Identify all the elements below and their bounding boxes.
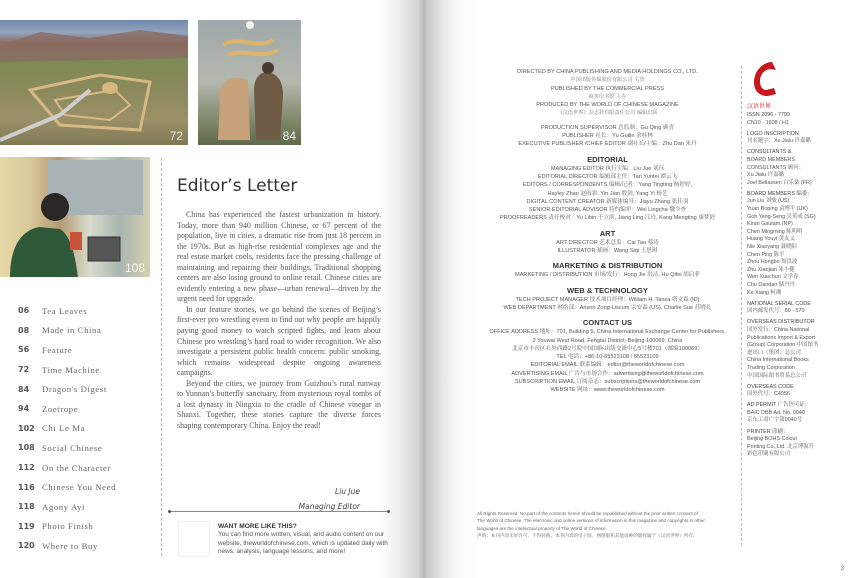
toc-page-number: 72 (18, 365, 30, 375)
toc-section-label: Tea Leaves (42, 305, 88, 316)
toc-item[interactable] (18, 536, 158, 556)
masthead-credit: PROOFREADERS 责任校对：Yu Libin 于立滨, Jiang Ling 江玲, Kang Mengting 康梦婷 (499, 215, 716, 222)
masthead-credit: TEL 电话：+86-10-65523108 / 65523109 (556, 354, 659, 361)
page-ref-72: 72 (169, 129, 183, 143)
sidebar-line: Zhu Xiaojian 朱小健 (747, 266, 795, 273)
masthead-credit: PUBLISHER 社长：Yu Guilin 余桂林 (562, 133, 653, 140)
masthead-credit: TECH PROJECT MANAGER 技术项目经理：William H. Tanza 塔文森 (ID) (515, 296, 700, 303)
toc-section-label: Feature (42, 344, 73, 355)
sidebar-line: Wen Xuechun 文学春 (747, 274, 799, 281)
sidebar-line: China International Books (747, 357, 809, 364)
sidebar-line: (Group) Corporation 中国图书 (747, 342, 819, 349)
toc-section-label: On the Character (42, 462, 111, 473)
sidebar-line: BAIC DBB Ad. No. 0040 (747, 409, 805, 416)
toc-page-number: 108 (18, 443, 35, 453)
sidebar-line: 刊名题字：Xu Jialu 许嘉璐 (747, 138, 811, 145)
toc-item[interactable] (18, 340, 158, 360)
want-more-title: WANT MORE LIKE THIS? (218, 523, 297, 530)
toc-section-label: Zoetrope (42, 403, 79, 414)
toc-section-label: Chinese You Need (42, 482, 117, 493)
masthead-credit: SUBSCRIPTION EMAIL 订阅杂志：subscriptions@theworldofchinese.com (514, 379, 701, 386)
masthead-credit: DIGITAL CONTENT CREATOR 新媒体编导：Jiayu Zhang 张佳羽 (526, 198, 689, 205)
toc-section-label: Time Machine (42, 364, 100, 375)
sidebar-block (747, 112, 847, 127)
sidebar-heading: OVERSEAS DISTRIBUTOR (747, 319, 815, 326)
legal-line: 声明：本刊内容未经许可，不得转载。本刊内容的电子版、网络版和其他语种的版权属于《汉语世界》所有。 (477, 532, 698, 538)
sidebar-heading: BOARD MEMBERS 编委： (747, 190, 813, 197)
sidebar-divider (741, 66, 743, 546)
toc-page-number: 116 (18, 482, 35, 492)
column-divider (161, 158, 163, 556)
masthead-credit: EDITORS / CORRESPONDENTS 编辑/记者：Yang Tingting 杨婷婷, (522, 182, 693, 189)
masthead-credit: EDITORIAL EMAIL 联系编辑：editor@theworldofchinese.com (530, 362, 685, 369)
want-more-body: You can find more written, visual, and audio content on our website, theworldofchinese.com, which is updated daily with news, analysis, language lessons, and more! (218, 531, 388, 556)
toc-item[interactable] (18, 419, 158, 439)
masthead-line: PRODUCED BY THE WORLD OF CHINESE MAGAZINE (536, 102, 679, 109)
masthead-line: PUBLISHED BY THE COMMERCIAL PRESS (550, 85, 665, 92)
horizontal-rule (168, 511, 390, 512)
sidebar-line: Joel Bellassen 白乐桑 (FR) (747, 179, 812, 186)
toc-item[interactable] (18, 458, 158, 478)
masthead-credit: EXECUTIVE PUBLISHER /CHIEF EDITOR 副社长/主编：Zhu Dan 朱丹 (518, 141, 697, 148)
editor-letter-paragraph: Beyond the cities, we journey from Guizhou’s rural runway to Yunnan’s butterfly sanctuary, from mysterious royal tombs of a lost dynasty in Ningxia to the cradle of Chinese vinegar in Shanxi. Together, these stories capture the diverse forces shaping contemporary China. Enjoy the read! (177, 378, 381, 430)
horse-illustration (198, 20, 301, 145)
sidebar-line: Chu Dandan 储丹丹 (747, 281, 795, 288)
toc-section-label: Photo Finish (42, 521, 94, 532)
device-icon (178, 521, 210, 557)
page-ref-84: 84 (282, 129, 296, 143)
toc-page-number: 08 (18, 325, 30, 335)
legal-line: languages are the intellectual property of The World of Chinese. (477, 525, 607, 531)
page-ref-108: 108 (124, 261, 145, 275)
masthead-credit: ILLUSTRATOR 插画：Wang Siqi 王思琪 (557, 248, 658, 255)
student-laptop-illustration (0, 157, 150, 277)
sidebar-block (747, 402, 847, 425)
toc-item[interactable] (18, 517, 158, 537)
toc-page-number: 118 (18, 502, 35, 512)
editor-letter-body (177, 210, 381, 431)
masthead-credit: 北京市丰台区右外西路2号院中国国际出版交流中心5号楼701（邮编100069） (512, 345, 703, 352)
sidebar-heading: PRINTER 印刷： (747, 428, 789, 435)
legal-line: All Rights Reserved. No part of the contents herein should be republished without the prior written consent of (477, 511, 698, 516)
masthead-credit: ADVERTISING EMAIL 广告与市场合作：advertising@theworldofchinese.com (511, 370, 704, 377)
sidebar-line: 彩色印刷有限公司 (747, 451, 791, 458)
signature-title: Managing Editor (298, 502, 360, 511)
sidebar-line: 国外发行：China National (747, 326, 810, 333)
sidebar-heading: AD PERMIT 广告许可证： (747, 402, 811, 409)
sidebar-block (747, 319, 847, 380)
toc-section-label: Agony Ayi (42, 501, 85, 512)
masthead-credit: 2 Youwai West Road, Fengtai District, Beijing 100069, China (532, 337, 683, 344)
legal-notice (477, 510, 739, 539)
signature (299, 484, 360, 514)
sidebar-line: Yuan Boping 袁博平 (UK) (747, 206, 808, 213)
toc-item[interactable] (18, 477, 158, 497)
sidebar-line: Chen Mingming 陈明明 (747, 228, 803, 235)
masthead-credit: MARKETING / DISTRIBUTION 市场/发行：Hong Jie 洪洁, Hu Qifei 胡启菲 (515, 272, 700, 279)
sidebar-block (747, 384, 847, 399)
sidebar-heading: LOGO INSCRIPTION (747, 130, 799, 137)
masthead-line: 中国出版传媒股份有限公司 主管 (570, 77, 645, 84)
sidebar-line: Huang Youyi 黄友义 (747, 236, 795, 243)
sidebar-line: Nie Xiaoyang 聂晓阳 (747, 244, 797, 250)
sidebar-line: Trading Corporation (747, 364, 795, 371)
want-more-box (218, 523, 390, 557)
masthead-credit: OFFICE ADDRESS 地址：701, Building 5, China International Exchange Center for Publishers, (489, 329, 726, 336)
sidebar-line: Beijing BOHS Colour (747, 436, 798, 443)
masthead-line: 商务印书馆 主办 (588, 93, 627, 100)
tomb-aerial-photo (0, 20, 188, 145)
page-number: 3 (840, 566, 844, 572)
sidebar-line: Kiran Gautam (NP) (747, 221, 793, 228)
sidebar-line: Goh Yeng-Seng 吴英成 (SG) (747, 213, 816, 220)
masthead-section-title: ART (599, 228, 616, 238)
masthead-credit: EDITORIAL DIRECTOR 编辑部主任：Tan Yunfei 谭云飞 (537, 173, 678, 180)
sidebar-block (747, 191, 847, 297)
sidebar-line: Chen Ping 陈平 (747, 251, 785, 258)
signature-name: Liu Jue (335, 487, 360, 496)
toc-item[interactable] (18, 497, 158, 517)
toc-item[interactable] (18, 438, 158, 458)
toc-item[interactable] (18, 360, 158, 380)
sidebar-line: 京东工商广字第0040号 (747, 417, 803, 424)
toc-page-number: 120 (18, 541, 35, 551)
sidebar-line: 国内邮发代号：80 - 570 (747, 308, 805, 315)
horse-rider-art (198, 20, 301, 145)
toc-page-number: 56 (18, 345, 30, 355)
sidebar-heading: CONSULTANTS & (747, 149, 792, 156)
sidebar-heading: NATIONAL SERIAL CODE (747, 300, 811, 307)
masthead-section-title: MARKETING & DISTRIBUTION (552, 261, 663, 271)
toc-section-label: Where to Buy (42, 540, 98, 551)
sidebar-line: CONSULTANTS 顾问： (747, 164, 805, 171)
toc-section-label: Made in China (42, 325, 102, 336)
toc-page-number: 94 (18, 404, 30, 414)
sidebar-block (747, 131, 847, 146)
sidebar-heading: OVERSEAS CODE (747, 383, 794, 390)
toc-page-number: 06 (18, 306, 30, 316)
masthead-line: DIRECTED BY CHINA PUBLISHING AND MEDIA HOLDINGS CO., LTD. (517, 69, 698, 75)
sidebar-line: 中国国际图书贸易总公司 (747, 372, 807, 379)
sidebar-heading: ISSN 2096 - 7799 (747, 112, 790, 118)
masthead-section-title: EDITORIAL (587, 154, 628, 164)
editor-letter-title: Editor’s Letter (177, 176, 298, 196)
sidebar-line: Jun Liu 刘骏 (US) (747, 198, 790, 205)
sidebar-line: Ke Xiang 柯湘 (747, 289, 782, 296)
toc-page-number: 112 (18, 463, 35, 473)
masthead (475, 68, 740, 395)
sidebar-line: Printing Co.,Ltd. 北京博海升 (747, 443, 815, 450)
masthead-credit: WEB DEPARTMENT 网络部：Anson Zong-Liscum 宗安森 (US), Charlie Sue 苏晓礼 (503, 304, 712, 311)
magazine-logo-icon (750, 60, 780, 98)
masthead-credit: MANAGING EDITOR 执行主编：Liu Jue 刘珏 (550, 165, 665, 172)
legal-line: The World of Chinese. The electronic and online versions of information in this magazine and copyrights in other (477, 518, 705, 524)
toc-page-number: 84 (18, 384, 30, 394)
masthead-credit: WEBSITE 网址：www.theworldofchinese.com (550, 387, 665, 394)
sidebar-block (747, 301, 847, 316)
editor-letter-paragraph: China has experienced the fastest urbanization in history. Today, more than 940 million Chinese, or 67 percent of the population, live in cities, a dramatic rise from just 18 percent in the 1970s. But as high-rise residential complexes age and the real estate market cools, residents face the pressing challenge of maintaining and repairing their buildings. Traditional shopping centers are also losing ground to online retail. Chinese cities are evidently entering a new phase—urban renewal—driven by the urgent need for upgrade. (177, 210, 381, 304)
sidebar-line: 国外代号：C4956 (747, 391, 790, 398)
sidebar-line: 进出口（集团）总公司 (747, 349, 801, 356)
masthead-section-title: CONTACT US (582, 318, 633, 328)
sidebar-block (747, 429, 847, 459)
toc-item[interactable] (18, 301, 158, 321)
sidebar-block (747, 149, 847, 187)
toc-section-label: Social Chinese (42, 442, 103, 453)
sidebar-line: Publications Import & Export (747, 334, 816, 341)
toc-page-number: 119 (18, 521, 35, 531)
sidebar-line: BOARD MEMBERS (747, 156, 795, 163)
toc-item[interactable] (18, 321, 158, 341)
toc-item[interactable] (18, 379, 158, 399)
sidebar-line: CN10 - 1608 / H1 (747, 119, 789, 126)
publication-info-sidebar (747, 112, 847, 462)
masthead-credit: ART DIRECTOR 艺术总监：Cai Tao 蔡涛 (556, 239, 659, 246)
toc-item[interactable] (18, 399, 158, 419)
masthead-section-title: WEB & TECHNOLOGY (567, 285, 648, 295)
book-gutter (380, 0, 480, 578)
sidebar-line: Xu Jialu 许嘉璐 (747, 172, 784, 179)
masthead-line: 《汉语世界》杂志社有限责任公司 编辑出版 (557, 110, 658, 117)
toc-section-label: Chi Le Ma (42, 423, 86, 434)
table-of-contents (18, 301, 158, 556)
editor-letter-paragraph: In our feature stories, we go behind the scenes of Beijing’s first-ever pro wrestling event to find out why people are happily paying good money to watch scripted fights, and learn about Chinese pro wrestling’s hard road to wider recognition. We also investigate a persistent public health concern: public smoking, which remains widespread despite ongoing awareness campaigns. (177, 304, 381, 378)
masthead-credit: SENIOR EDITORIAL ADVISOR 特约编审：Wei Lingcha 魏令查 (528, 207, 687, 214)
masthead-credit: Hayley Zhao 赵雨霏, Yin Jian 殷剑, Yang Yi 杨艺 (547, 190, 668, 197)
student-art (0, 157, 150, 277)
masthead-credit: PRODUCTION SUPERVISOR 总监制：Gu Qing 顾青 (540, 124, 675, 131)
tomb-aerial-art (0, 20, 188, 145)
sidebar-line: Zhou Hongbo 周洪波 (747, 259, 798, 266)
toc-section-label: Dragon's Digest (42, 384, 107, 395)
logo-text: 汉语世界 (747, 103, 772, 110)
toc-page-number: 102 (18, 423, 35, 433)
